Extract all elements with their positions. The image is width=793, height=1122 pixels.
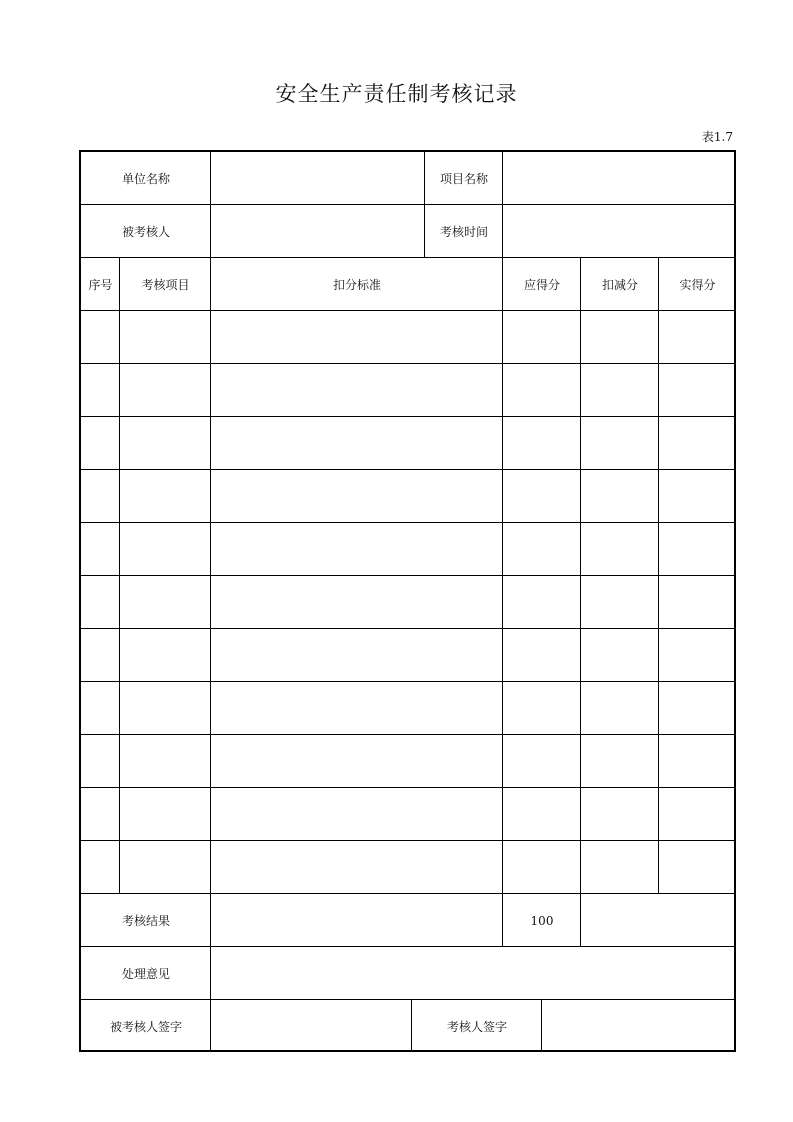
item-cell[interactable]	[120, 470, 211, 523]
deduction-cell[interactable]	[581, 417, 659, 470]
seq-cell[interactable]	[81, 682, 120, 735]
criteria-cell[interactable]	[211, 364, 503, 417]
item-cell[interactable]	[120, 523, 211, 576]
deduction-cell[interactable]	[581, 364, 659, 417]
actual-score-cell[interactable]	[659, 523, 736, 576]
actual-score-cell[interactable]	[659, 311, 736, 364]
actual-score-cell[interactable]	[659, 576, 736, 629]
item-cell[interactable]	[120, 311, 211, 364]
assessment-form	[79, 150, 736, 1052]
actual-score-cell[interactable]	[659, 682, 736, 735]
seq-cell[interactable]	[81, 629, 120, 682]
seq-cell[interactable]	[81, 523, 120, 576]
column-header-actual-score: 实得分	[679, 278, 716, 292]
result-score-field[interactable]	[581, 894, 736, 947]
column-header-criteria: 扣分标准	[332, 278, 381, 292]
item-cell[interactable]	[120, 629, 211, 682]
full-score-cell[interactable]	[503, 841, 581, 894]
seq-cell[interactable]	[81, 470, 120, 523]
column-header-deduction: 扣减分	[601, 278, 638, 292]
seq-cell[interactable]	[81, 364, 120, 417]
criteria-cell[interactable]	[211, 682, 503, 735]
actual-score-cell[interactable]	[659, 841, 736, 894]
examinee-sign-label: 被考核人签字	[109, 1019, 182, 1034]
page-title: 安全生产责任制考核记录	[275, 82, 518, 106]
project-name-label: 项目名称	[439, 172, 488, 186]
criteria-cell[interactable]	[211, 311, 503, 364]
actual-score-cell[interactable]	[659, 788, 736, 841]
result-field[interactable]	[211, 894, 503, 947]
full-score-cell[interactable]	[503, 735, 581, 788]
item-cell[interactable]	[120, 576, 211, 629]
grid-line	[411, 1000, 412, 1052]
actual-score-cell[interactable]	[659, 629, 736, 682]
deduction-cell[interactable]	[581, 788, 659, 841]
seq-cell[interactable]	[81, 311, 120, 364]
project-name-field[interactable]	[503, 152, 736, 205]
deduction-cell[interactable]	[581, 470, 659, 523]
criteria-cell[interactable]	[211, 417, 503, 470]
seq-cell[interactable]	[81, 841, 120, 894]
full-score-cell[interactable]	[503, 417, 581, 470]
table-number: 表1.7	[701, 130, 733, 144]
deduction-cell[interactable]	[581, 735, 659, 788]
exam-time-field[interactable]	[503, 205, 736, 258]
full-score-cell[interactable]	[503, 364, 581, 417]
actual-score-cell[interactable]	[659, 470, 736, 523]
exam-time-label: 考核时间	[439, 225, 488, 239]
item-cell[interactable]	[120, 364, 211, 417]
result-label: 考核结果	[121, 914, 170, 928]
full-score-cell[interactable]	[503, 311, 581, 364]
column-header-full-score: 应得分	[523, 278, 560, 292]
seq-cell[interactable]	[81, 576, 120, 629]
handling-field[interactable]	[211, 947, 736, 1000]
deduction-cell[interactable]	[581, 841, 659, 894]
grid-line	[81, 204, 736, 205]
criteria-cell[interactable]	[211, 523, 503, 576]
actual-score-cell[interactable]	[659, 417, 736, 470]
criteria-cell[interactable]	[211, 788, 503, 841]
deduction-cell[interactable]	[581, 576, 659, 629]
unit-name-field[interactable]	[211, 152, 425, 205]
item-cell[interactable]	[120, 841, 211, 894]
criteria-cell[interactable]	[211, 576, 503, 629]
grid-line	[502, 152, 503, 258]
result-full-score: 100	[530, 913, 554, 928]
examinee-field[interactable]	[211, 205, 425, 258]
full-score-cell[interactable]	[503, 576, 581, 629]
column-header-seq: 序号	[88, 278, 113, 292]
examinee-label: 被考核人	[121, 225, 170, 239]
handling-label: 处理意见	[121, 967, 170, 981]
full-score-cell[interactable]	[503, 788, 581, 841]
deduction-cell[interactable]	[581, 682, 659, 735]
criteria-cell[interactable]	[211, 841, 503, 894]
full-score-cell[interactable]	[503, 470, 581, 523]
grid-line	[81, 946, 736, 947]
seq-cell[interactable]	[81, 417, 120, 470]
examinee-sign-field[interactable]	[211, 1000, 412, 1052]
criteria-cell[interactable]	[211, 735, 503, 788]
criteria-cell[interactable]	[211, 470, 503, 523]
seq-cell[interactable]	[81, 735, 120, 788]
actual-score-cell[interactable]	[659, 735, 736, 788]
grid-line	[81, 257, 736, 258]
full-score-cell[interactable]	[503, 523, 581, 576]
examiner-sign-field[interactable]	[542, 1000, 736, 1052]
grid-line	[541, 1000, 542, 1052]
item-cell[interactable]	[120, 735, 211, 788]
item-cell[interactable]	[120, 682, 211, 735]
grid-line	[81, 999, 736, 1000]
column-header-item: 考核项目	[141, 278, 190, 292]
full-score-cell[interactable]	[503, 629, 581, 682]
deduction-cell[interactable]	[581, 523, 659, 576]
criteria-cell[interactable]	[211, 629, 503, 682]
item-cell[interactable]	[120, 417, 211, 470]
deduction-cell[interactable]	[581, 629, 659, 682]
grid-line	[424, 152, 425, 258]
unit-name-label: 单位名称	[121, 172, 170, 186]
actual-score-cell[interactable]	[659, 364, 736, 417]
deduction-cell[interactable]	[581, 311, 659, 364]
item-cell[interactable]	[120, 788, 211, 841]
examiner-sign-label: 考核人签字	[446, 1019, 507, 1034]
seq-cell[interactable]	[81, 788, 120, 841]
full-score-cell[interactable]	[503, 682, 581, 735]
